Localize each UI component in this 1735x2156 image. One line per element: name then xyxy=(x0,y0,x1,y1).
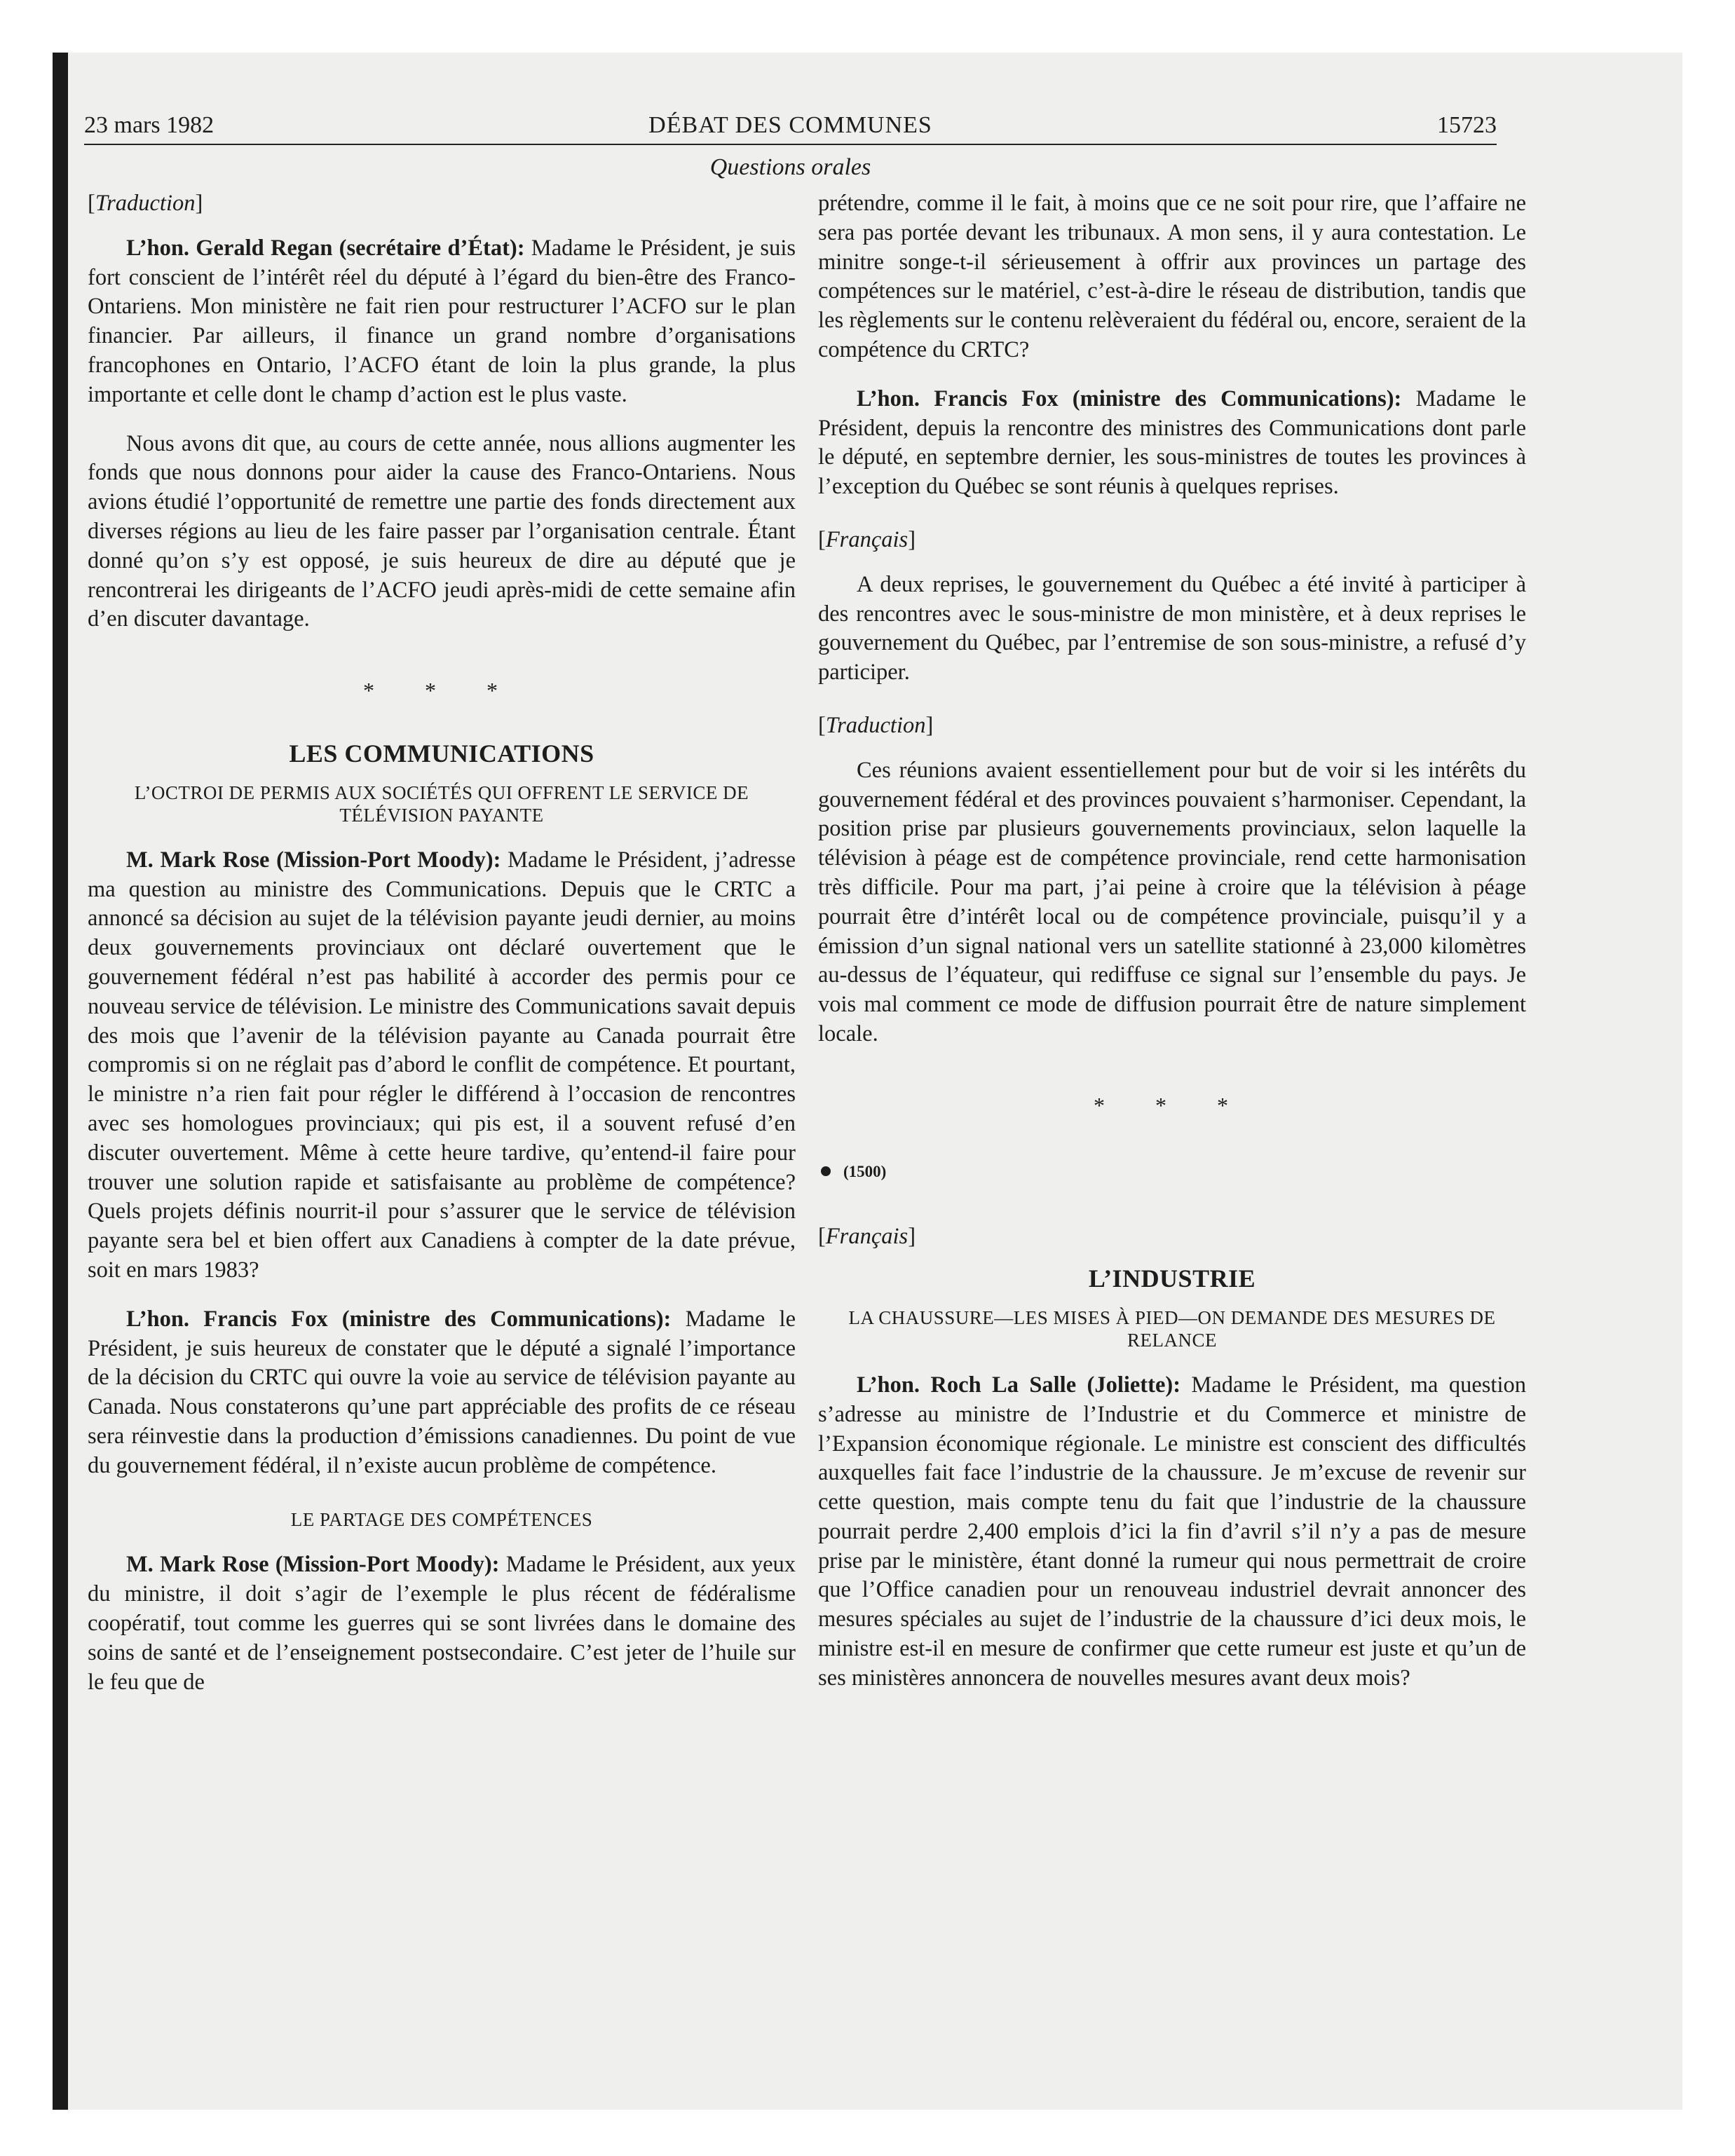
section-subheading: L’OCTROI DE PERMIS AUX SOCIÉTÉS QUI OFFRENT LE SERVICE DE TÉLÉVISION PAYANTE xyxy=(134,782,749,826)
header-page-number: 15723 xyxy=(1437,112,1497,138)
page-header xyxy=(84,112,1497,143)
time-marker: (1500) xyxy=(818,1157,1526,1187)
header-rule xyxy=(84,144,1497,145)
right-column xyxy=(818,189,1526,1693)
section-separator: * * * xyxy=(1094,1092,1251,1118)
speech-paragraph: Ces réunions avaient essentiellement pour but de voir si les intérêts du gouvernement fédéral et des provinces pouvaient s’harmoniser. Cependant, la position prise par plusieurs gouvernements provinciaux, selon laquelle la télévision à péage est de compétence provinciale, rend cette harmonisation très difficile. Pour ma part, j’ai peine à croire que la télévision à péage pourrait être d’intérêt local ou de compétence provinciale, puisqu’il y a émission d’un signal national vers un satellite stationné à 23,000 kilomètres au-dessus de l’équateur, qui rediffuse ce signal sur l’ensemble du pays. Je vois mal comment ce mode de diffusion pourrait être de nature simplement locale. xyxy=(818,757,1526,1046)
header-date: 23 mars 1982 xyxy=(84,112,215,138)
language-tag: [Traduction] xyxy=(818,712,934,738)
speech-paragraph: L’hon. Roch La Salle (Joliette): Madame le Président, ma question s’adresse au ministre de l’Industrie et du Commerce et ministre de l’Expansion économique régionale. Le ministre est conscient des difficultés auxquelles fait face l’industrie de la chaussure. Je m’excuse de revenir sur cette question, mais compte tenu du fait que l’industrie de la chaussure pourrait perdre 2,400 emplois d’ici la fin d’avril s’il n’y a pas de mesure prise par le ministère, étant donné la rumeur qui nous permettrait de croire que l’Office canadien pour un renouveau industriel devrait annoncer des mesures spéciales au sujet de l’industrie de la chaussure d’ici deux mois, le ministre est-il en mesure de confirmer que cette rumeur est juste et qu’un de ses ministères annoncera de nouvelles mesures avant deux mois? xyxy=(818,1372,1526,1691)
speech-paragraph: L’hon. Francis Fox (ministre des Communications): Madame le Président, je suis heureux de constater que le député a signalé l’importance de la décision du CRTC qui ouvre la voie au service de télévision payante au Canada. Nous constaterons qu’une part appréciable des profits de ce réseau sera réinvestie dans la production d’émissions canadiennes. Du point de vue du gouvernement fédéral, il n’existe aucun problème de compétence. xyxy=(88,1306,796,1478)
speech-paragraph: A deux reprises, le gouvernement du Québec a été invité à participer à des rencontres avec le sous-ministre de mon ministère, et à deux reprises le gouvernement du Québec, par l’entremise de son sous-ministre, a refusé d’y participer. xyxy=(818,571,1526,685)
left-column xyxy=(88,189,796,1697)
scan-binding-edge xyxy=(53,53,68,2110)
speaker-name: M. Mark Rose (Mission-Port Moody): xyxy=(126,847,501,873)
bullet-icon xyxy=(821,1166,831,1176)
speaker-name: M. Mark Rose (Mission-Port Moody): xyxy=(126,1552,500,1578)
section-label: Questions orales xyxy=(709,154,871,180)
section-separator: * * * xyxy=(363,678,520,704)
speaker-name: L’hon. Francis Fox (ministre des Communications): xyxy=(126,1306,672,1332)
speech-paragraph: L’hon. Francis Fox (ministre des Communications): Madame le Président, depuis la rencontre des ministres des Communications dont parle le député, en septembre dernier, les sous-ministres de toutes les provinces à l’exception du Québec se sont réunis à quelques reprises. xyxy=(818,386,1526,500)
speaker-name: L’hon. Gerald Regan (secrétaire d’État): xyxy=(126,235,525,261)
speech-paragraph: prétendre, comme il le fait, à moins que ce ne soit pour rire, que l’affaire ne sera pas portée devant les tribunaux. A mon sens, il y aura contestation. Le minitre songe-t-il sérieusement à offrir aux provinces un partage des compétences sur le matériel, c’est-à-dire le réseau de distribution, tandis que les règlements sur le contenu relèveraient du fédéral ou, encore, seraient de la compétence du CRTC? xyxy=(818,191,1526,362)
section-heading: LES COMMUNICATIONS xyxy=(289,739,594,767)
speech-paragraph: M. Mark Rose (Mission-Port Moody): Madame le Président, aux yeux du ministre, il doit s’agir de l’exemple le plus récent de fédéralisme coopératif, tout comme les guerres qui se sont livrées dans le domaine des soins de santé et de l’enseignement postsecondaire. C’est jeter de l’huile sur le feu que de xyxy=(88,1552,796,1695)
speech-paragraph: M. Mark Rose (Mission-Port Moody): Madame le Président, j’adresse ma question au ministre des Communications. Depuis que le CRTC a annoncé sa décision au sujet de la télévision payante jeudi dernier, au moins deux gouvernements provinciaux ont déclaré ouvertement que le gouvernement fédéral n’est pas habilité à accorder des permis pour ce nouveau service de télévision. Le ministre des Communications savait depuis des mois que l’avenir de la télévision payante au Canada pourrait être compromis si on ne réglait pas d’abord le conflit de compétence. Et pourtant, le ministre n’a rien fait pour régler le différend à l’occasion de rencontres avec ses homologues provinciaux; qui pis est, il a souvent refusé d’en discuter ouvertement. Même à cette heure tardive, qu’entend-il faire pour trouver une solution rapide et satisfaisante au problème de compétence? Quels projets définis nourrit-il pour s’assurer que le service de télévision payante sera bel et bien offert aux Canadiens à compter de la date prévue, soit en mars 1983? xyxy=(88,847,796,1283)
section-heading: L’INDUSTRIE xyxy=(1088,1264,1256,1293)
section-subheading: LE PARTAGE DES COMPÉTENCES xyxy=(290,1509,593,1531)
section-subheading: LA CHAUSSURE—LES MISES À PIED—ON DEMANDE DES MESURES DE RELANCE xyxy=(848,1306,1496,1351)
speaker-name: L’hon. Francis Fox (ministre des Communications): xyxy=(857,386,1402,411)
header-title: DÉBAT DES COMMUNES xyxy=(648,112,932,138)
language-tag: [Français] xyxy=(818,1224,916,1250)
speaker-name: L’hon. Roch La Salle (Joliette): xyxy=(857,1372,1181,1398)
language-tag: [Français] xyxy=(818,526,916,552)
speech-paragraph: L’hon. Gerald Regan (secrétaire d’État): Madame le Président, je suis fort conscient de l’intérêt réel du député à l’égard du bien-être des Franco-Ontariens. Mon ministère ne fait rien pour restructurer l’ACFO sur le plan financier. Par ailleurs, il finance un grand nombre d’organisations francophones en Ontario, l’ACFO étant de loin la plus grande, la plus importante et celle dont le champ d’action est le plus vaste. xyxy=(88,235,796,407)
language-tag: [Traduction] xyxy=(88,191,203,216)
speech-paragraph: Nous avons dit que, au cours de cette année, nous allions augmenter les fonds que nous donnons pour aider la cause des Franco-Ontariens. Nous avions étudié l’opportunité de remettre une partie des fonds directement aux diverses régions au lieu de les faire passer par l’organisation centrale. Étant donné qu’on s’y est opposé, je suis heureux de dire au député que je rencontrerai les dirigeants de l’ACFO jeudi après-midi de cette semaine afin d’en discuter davantage. xyxy=(88,430,796,632)
